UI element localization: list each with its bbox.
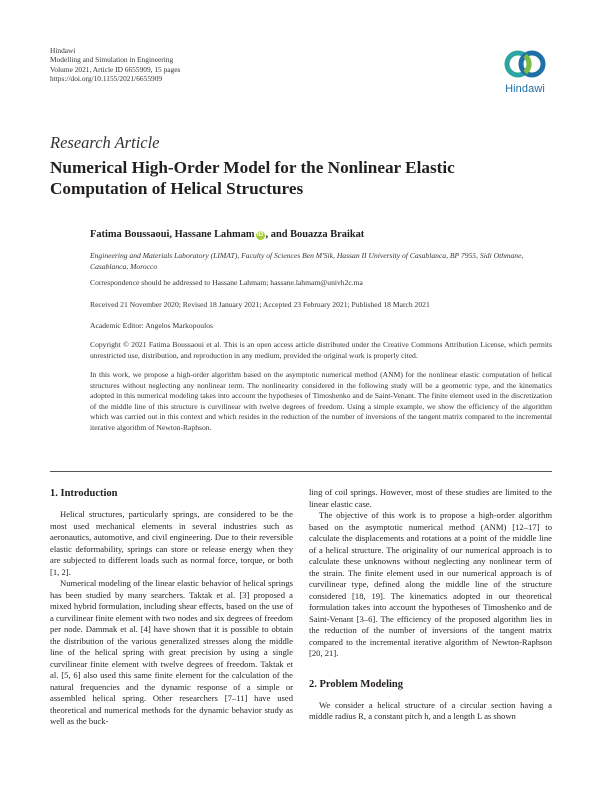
affiliation: Engineering and Materials Laboratory (LIMAT), Faculty of Sciences Ben M'Sik, Hassan II University of Casablanca, BP 7955, Sidi Othmane, Casablanca, Morocco	[90, 251, 524, 271]
author-names-1: Fatima Boussaoui, Hassane Lahmam	[90, 229, 255, 240]
orcid-icon[interactable]: iD	[257, 232, 264, 238]
left-column	[50, 487, 293, 728]
right-column	[309, 487, 552, 723]
publisher-name: Hindawi	[50, 46, 76, 55]
hindawi-rings-icon	[503, 46, 547, 82]
author-names-2: , and Bouazza Braikat	[265, 229, 365, 240]
section-divider	[50, 471, 552, 472]
journal-name: Modelling and Simulation in Engineering	[50, 55, 174, 65]
problem-modeling-heading: 2. Problem Modeling	[309, 678, 404, 690]
copyright-notice: Copyright © 2021 Fatima Boussaoui et al. This is an open access article distributed under the Creative Commons Attribution License, which permits unrestricted use, distribution, and reproduction in any medium, provided the original work is properly cited.	[90, 340, 552, 360]
publication-dates: Received 21 November 2020; Revised 18 January 2021; Accepted 23 February 2021; Published 18 March 2021	[90, 300, 430, 309]
introduction-heading: 1. Introduction	[50, 488, 118, 499]
abstract: In this work, we propose a high-order algorithm based on the asymptotic numerical method (ANM) for the nonlinear elastic computation of helical structures without neglecting any nonlinear term. The nonlinearity considered in the following study will be a geometric type, and the kinematics adopted in this numerical modeling takes into account the hypotheses of Timoshenko and de Saint-Venant. The finite element used in the discretization of the middle line of this structure is curvilinear with twelve degrees of freedom. Using a simple example, we show the efficiency of the algorithm which was carried out in this context and which resides in the reduction of the number of inversions of the tangent matrix compared to the incremental iterative algorithm of Newton-Raphson.	[90, 370, 552, 432]
doi-link[interactable]: https://doi.org/10.1155/2021/6655909	[50, 74, 163, 84]
problem-paragraph-1: We consider a helical structure of a circular section having a middle radius R, a constant pitch h, and a length L as shown	[309, 699, 552, 721]
paper-title: Numerical High-Order Model for the Nonlinear Elastic Computation of Helical Structures	[50, 158, 455, 198]
hindawi-logo	[497, 46, 553, 95]
academic-editor: Academic Editor: Angelos Markopoulos	[90, 321, 213, 330]
intro-paragraph-1: Helical structures, particularly springs, are considered to be the most used mechanical elements in several industries such as aeronautics, automotive, and civil engineering. Due to their reversible elastic deformability, springs can store or release energy when they are subjected to different loads such as normal force, torque, or both [1, 2].	[50, 509, 293, 577]
intro-paragraph-2: Numerical modeling of the linear elastic behavior of helical springs has been studied by many searchers. Taktak et al. [3] proposed a mixed hybrid formulation, including shear effects, based on the use of a curvilinear finite element with two nodes and six degrees of freedom per node. Dammak et al. [4] have shown that it is possible to obtain the distribution of the various generalized stresses along the middle line of the helical spring with great precision by using a single curvilinear finite element with twelve degrees of freedom. Taktak et al. [5, 6] also used this same finite element for the calculation of the natural frequencies and the dynamic response of a simple or assembled helical spring. Other researchers [7–11] have used theoretical and numerical methods for the dynamic behavior study as well as the buck-	[50, 578, 293, 726]
intro-paragraph-continued: ling of coil springs. However, most of these studies are limited to the linear elastic case.	[309, 487, 552, 509]
article-type: Research Article	[50, 133, 160, 152]
author-list	[90, 229, 364, 240]
journal-volume: Volume 2021, Article ID 6655909, 15 pages	[50, 64, 181, 74]
correspondence: Correspondence should be addressed to Hassane Lahmam; hassane.lahmam@univh2c.ma	[90, 278, 363, 287]
journal-header	[50, 46, 180, 84]
intro-paragraph-3: The objective of this work is to propose a high-order algorithm based on the asymptotic numerical method (ANM) [12–17] to calculate the displacements and rotations at a point of the middle line of a helical structure. The originality of our numerical approach is to calculate these unknowns without neglecting any nonlinear term of the strain. The finite element used in our numerical approach is of curvilinear type, defined along the middle line of the structure considered [18, 19]. The kinematics adopted in our theoretical formulation takes into account the hypotheses of Timoshenko and de Saint-Venant [3–6]. The efficiency of the proposed algorithm lies in the reduction of the number of inversions of the tangent matrix compared to the incremental iterative algorithm of Newton-Raphson [20, 21].	[309, 510, 552, 658]
logo-wordmark: Hindawi	[505, 83, 545, 95]
